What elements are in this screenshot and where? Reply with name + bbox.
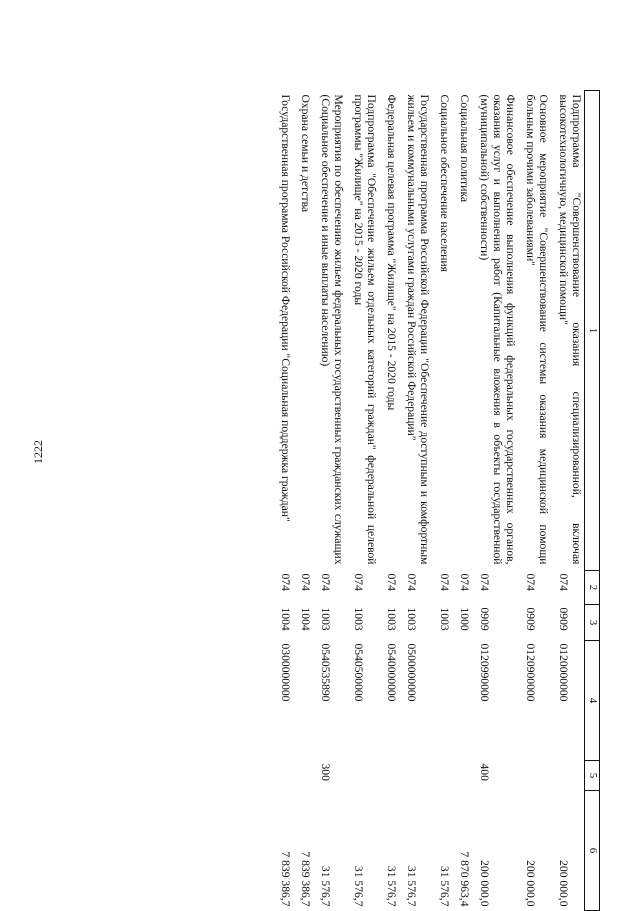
col-header-5: 5 (585, 761, 600, 791)
row-target-code: 0540000000 (385, 643, 399, 702)
page-number: 1222 (31, 440, 45, 464)
table-row (452, 91, 472, 911)
row-expense-type (293, 761, 313, 791)
col-header-4: 4 (585, 641, 600, 761)
row-amount: 200 000,0 (478, 860, 492, 907)
row-expense-type: 300 (319, 763, 333, 781)
row-expense-type (399, 761, 432, 791)
row-section-code: 1004 (299, 607, 313, 631)
row-target-code (293, 641, 313, 761)
row-section-code: 1003 (352, 607, 366, 631)
row-amount: 7 839 386,7 (279, 851, 293, 907)
row-ministry-code: 074 (458, 573, 472, 591)
row-expense-type (518, 761, 551, 791)
row-section-code: 0909 (478, 607, 492, 631)
row-target-code: 0540535890 (319, 643, 333, 702)
row-expense-type (551, 761, 584, 791)
row-name: Государственная программа Российской Федерации "Обеспечение доступным и комфортным жильем и коммунальными услугами граждан Российской Федерации" (405, 94, 432, 565)
row-ministry-code: 074 (385, 573, 399, 591)
table-row (313, 91, 346, 911)
row-ministry-code: 074 (524, 573, 538, 591)
table-row (432, 91, 452, 911)
table-row (472, 91, 518, 911)
row-ministry-code: 074 (478, 573, 492, 591)
row-expense-type (452, 761, 472, 791)
row-target-code: 0500000000 (405, 643, 419, 702)
row-name: Федеральная целевая программа "Жилище" на 2015 - 2020 годы (385, 94, 399, 411)
row-name: Мероприятия по обеспечению жильем федеральных государственных гражданских служащих (Социальное обеспечение и иные выплаты населению) (319, 94, 346, 565)
row-section-code: 0909 (557, 607, 571, 631)
row-ministry-code: 074 (352, 573, 366, 591)
table-row (551, 91, 584, 911)
row-name: Подпрограмма "Совершенствование оказания специализированной, включая высокотехнологичную, медицинской помощи" (557, 94, 583, 565)
col-header-6: 6 (585, 791, 600, 911)
row-target-code: 0300000000 (279, 643, 293, 702)
table-row (293, 91, 313, 911)
row-section-code: 1003 (319, 607, 333, 631)
row-ministry-code: 074 (319, 573, 333, 591)
row-section-code: 1004 (279, 607, 293, 631)
row-target-code (432, 641, 452, 761)
row-ministry-code: 074 (299, 573, 313, 591)
row-amount: 31 576,7 (385, 865, 399, 907)
row-ministry-code: 074 (557, 573, 571, 591)
row-target-code: 0540500000 (352, 643, 366, 702)
table-row (379, 91, 399, 911)
row-amount: 31 576,7 (319, 865, 333, 907)
row-section-code: 0909 (524, 607, 538, 631)
row-expense-type: 400 (478, 763, 492, 781)
row-name: Социальное обеспечение населения (438, 94, 452, 273)
row-amount: 200 000,0 (557, 860, 571, 907)
row-amount: 31 576,7 (352, 865, 366, 907)
row-name: Социальная политика (458, 94, 472, 203)
table-row (518, 91, 551, 911)
row-expense-type (346, 761, 379, 791)
row-ministry-code: 074 (405, 573, 419, 591)
table-row (346, 91, 379, 911)
row-target-code: 0120000000 (557, 643, 571, 702)
row-section-code: 1003 (405, 607, 419, 631)
row-section-code: 1003 (438, 607, 452, 631)
row-expense-type (432, 761, 452, 791)
row-name: Основное мероприятие "Совершенствование системы оказания медицинской помощи больным прочими заболеваниями" (524, 94, 551, 565)
col-header-2: 2 (585, 571, 600, 605)
row-name: Охрана семьи и детства (299, 94, 313, 213)
row-target-code: 0120900000 (524, 643, 538, 702)
row-name: Государственная программа Российской Федерации "Социальная поддержка граждан" (279, 94, 293, 522)
row-amount: 31 576,7 (438, 865, 452, 907)
row-expense-type (273, 761, 293, 791)
row-name: Подпрограмма "Обеспечение жильем отдельных категорий граждан" федеральной целевой программы "Жилище" на 2015 - 2020 годы (352, 94, 379, 565)
row-name: Финансовое обеспечение выполнения функций федеральных государственных органов, оказания услуг и выполнения работ (Капитальные вложения в объекты государственной (муниципальной) собственности) (478, 94, 518, 565)
row-section-code: 1000 (458, 607, 472, 631)
row-ministry-code: 074 (279, 573, 293, 591)
table-row (273, 91, 293, 911)
col-header-1: 1 (585, 91, 600, 571)
table-row (399, 91, 432, 911)
row-target-code (452, 641, 472, 761)
budget-table (273, 90, 600, 911)
row-ministry-code: 074 (438, 573, 452, 591)
row-amount: 7 839 386,7 (299, 851, 313, 907)
row-target-code: 0120990000 (478, 643, 492, 702)
col-header-3: 3 (585, 605, 600, 641)
header-row (585, 91, 600, 911)
row-amount: 200 000,0 (524, 860, 538, 907)
row-expense-type (379, 761, 399, 791)
row-amount: 7 870 963,4 (458, 851, 472, 907)
row-amount: 31 576,7 (405, 865, 419, 907)
row-section-code: 1003 (385, 607, 399, 631)
rotated-page (40, 90, 600, 910)
